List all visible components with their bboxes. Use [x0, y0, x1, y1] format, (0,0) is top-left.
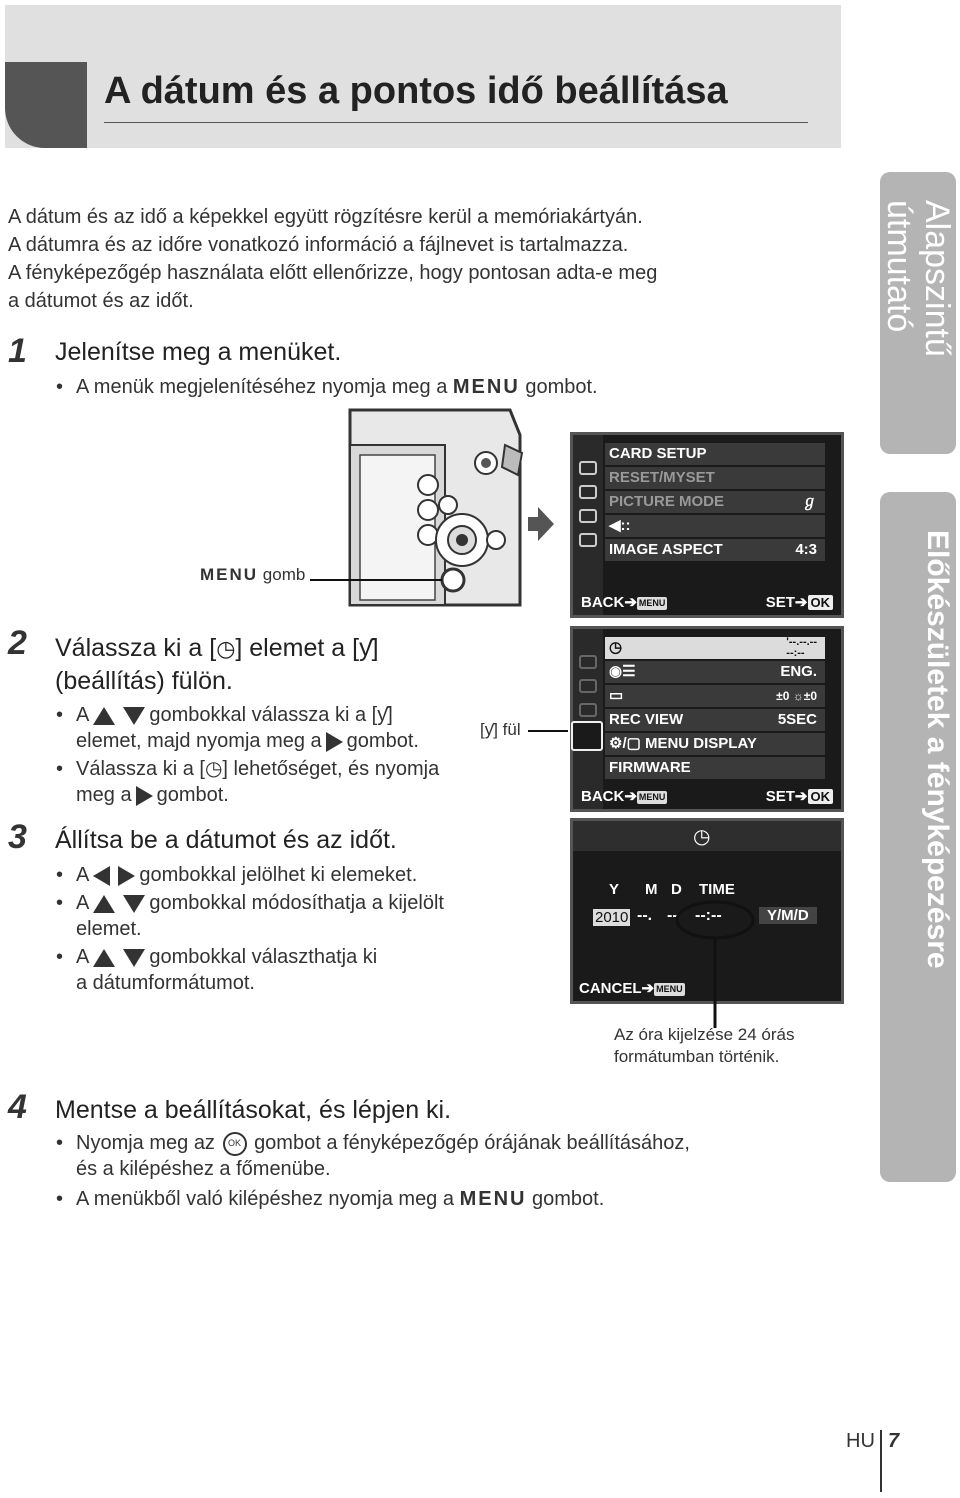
intro-line: a dátumot és az időt.	[8, 290, 194, 312]
clock-icon: ◷	[204, 758, 223, 780]
up-arrow-icon	[93, 895, 115, 913]
set-hint: SET➔ OK	[766, 787, 833, 805]
right-arrow-icon	[136, 786, 153, 806]
menu-row-picture-mode: PICTURE MODE ℊ	[605, 491, 825, 513]
wrench-tab-icon-selected	[571, 721, 603, 751]
language-icon: ◉☰	[609, 663, 636, 680]
wrench-icon: ƴ	[359, 634, 372, 662]
header-tab-block	[5, 62, 87, 148]
monitor-icon: ▭	[609, 687, 624, 704]
menu-row-rec-view: REC VIEW 5SEC	[605, 709, 825, 731]
menu-key-label: MENU	[452, 376, 520, 398]
intro-line: A dátumra és az időre vonatkozó információ a fájlnevet is tartalmazza.	[8, 234, 629, 256]
right-arrow-icon	[118, 866, 135, 886]
step1-bullet-text: A menük megjelenítéséhez nyomja meg a	[76, 376, 448, 398]
caption-line: formátumban történik.	[614, 1047, 780, 1066]
side-tab-preparation	[880, 492, 956, 1182]
menu-row-menu-display: ⚙/▢ MENU DISPLAY	[605, 733, 825, 755]
clock-icon: ◷	[693, 826, 711, 848]
menu-row-date-time: ◷ '--.--.-- --:--	[605, 637, 825, 659]
up-arrow-icon	[93, 707, 115, 725]
menu-row-image-aspect: IMAGE ASPECT 4:3	[605, 539, 825, 561]
menu-button-callout-text: gomb	[262, 565, 306, 584]
step-number: 3	[8, 818, 27, 856]
time-field: --:--	[695, 907, 722, 924]
step2-title: Válassza ki a [◷] elemet a [ƴ] (beállítás) fülön.	[55, 634, 379, 695]
down-arrow-icon	[123, 949, 145, 967]
step2-bullet-1: • A gombokkal válassza ki a [ƴ] elemet, majd nyomja meg a gombot.	[76, 702, 476, 754]
menu-tab-column	[573, 629, 603, 809]
gear-icon: ⚙/▢	[609, 735, 645, 752]
clock-icon: ◷	[609, 639, 623, 656]
side-tab-basic-guide	[880, 172, 956, 454]
cancel-hint: CANCEL➔ MENU	[579, 980, 683, 997]
step2-title-line2: (beállítás) fülön.	[55, 667, 233, 695]
ok-button-icon: OK	[223, 1132, 247, 1156]
date-screen-header	[573, 821, 841, 851]
step4-bullet-2: • A menükből való kilépéshez nyomja meg a MENU gombot.	[76, 1186, 604, 1212]
step3-bullet-1: • A gombokkal jelölhet ki elemeket.	[76, 862, 417, 888]
caption-line: Az óra kijelzése 24 órás	[614, 1025, 795, 1044]
menu-button-callout	[200, 565, 305, 585]
wrench-icon: ƴ	[484, 720, 494, 739]
camera-back-illustration	[310, 405, 530, 615]
day-field: --	[667, 907, 678, 924]
step3-title: Állítsa be a dátumot és az időt.	[55, 826, 397, 854]
side-tab-preparation-label: Előkészületek a fényképezésre	[921, 530, 954, 969]
language-code: HU	[846, 1430, 875, 1452]
camera2-tab-icon	[579, 485, 597, 499]
down-arrow-icon	[123, 707, 145, 725]
left-arrow-icon	[93, 866, 110, 886]
right-arrow-icon	[326, 732, 343, 752]
menu-row-firmware: FIRMWARE	[605, 757, 825, 779]
setup-tab-callout: [ƴ] fül	[480, 720, 521, 739]
up-arrow-icon	[93, 949, 115, 967]
footer-divider	[880, 1430, 882, 1492]
step1-bullet	[76, 374, 598, 400]
set-hint: SET➔ OK	[766, 593, 833, 611]
step1-bullet-text-end: gombot.	[525, 376, 598, 398]
step3-bullet-3: • A gombokkal választhatja ki a dátumformátumot.	[76, 944, 476, 996]
intro-line: A fényképezőgép használata előtt ellenőrizze, hogy pontosan adta-e meg	[8, 262, 658, 284]
step-number: 4	[8, 1088, 27, 1126]
menu-row-reset: RESET/MYSET	[605, 467, 825, 489]
arrow-right-icon	[528, 507, 554, 541]
step4-bullet-1: • Nyomja meg az OK gombot a fényképezőgép órájának beállításához, és a kilépéshez a főmenübe.	[76, 1130, 836, 1182]
menu-row-monitor-adjust: ▭ ±0 ☼±0	[605, 685, 825, 707]
menu-tab-column	[573, 435, 603, 615]
camera1-tab-icon	[579, 461, 597, 475]
wrench-tab-icon	[579, 533, 597, 547]
back-hint: BACK➔ MENU	[581, 594, 666, 611]
label-year: Y	[609, 881, 620, 898]
date-format-field: Y/M/D	[759, 907, 817, 924]
callout-line	[528, 730, 568, 732]
step1-title: Jelenítse meg a menüket.	[55, 338, 342, 366]
down-arrow-icon	[123, 895, 145, 913]
label-day: D	[671, 881, 682, 898]
playback-tab-icon	[579, 703, 597, 717]
camera-screen-setup-menu	[570, 626, 844, 812]
step-number: 2	[8, 624, 27, 662]
step2-bullet-2: • Válassza ki a [◷] lehetőséget, és nyomja meg a gombot.	[76, 756, 476, 808]
back-hint: BACK➔ MENU	[581, 788, 666, 805]
title-underline	[104, 122, 808, 123]
menu-row-quality: ◀::	[605, 515, 825, 537]
menu-key-label: MENU	[459, 1188, 527, 1210]
wrench-icon: ƴ	[377, 704, 388, 726]
label-time: TIME	[699, 881, 735, 898]
step-number: 1	[8, 332, 27, 370]
time-field-highlight	[660, 890, 760, 1030]
page-title: A dátum és a pontos idő beállítása	[104, 70, 728, 112]
intro-line: A dátum és az idő a képekkel együtt rögzítésre kerül a memóriakártyán.	[8, 206, 643, 228]
year-field: 2010	[595, 909, 629, 926]
menu-row-language: ◉☰ ENG.	[605, 661, 825, 683]
clock-format-caption	[614, 1024, 794, 1068]
step3-bullet-2: • A gombokkal módosíthatja a kijelölt elemet.	[76, 890, 476, 942]
menu-key-label: MENU	[200, 565, 259, 584]
month-field: --.	[637, 907, 653, 924]
camera2-tab-icon	[579, 679, 597, 693]
playback-tab-icon	[579, 509, 597, 523]
step4-title: Mentse a beállításokat, és lépjen ki.	[55, 1096, 452, 1124]
side-tab-basic-guide-label: Alapszintű útmutató	[880, 200, 956, 357]
intro-paragraph	[8, 203, 848, 315]
camera1-tab-icon	[579, 655, 597, 669]
menu-row-card-setup: CARD SETUP	[605, 443, 825, 465]
camera-screen-shooting-menu	[570, 432, 844, 618]
clock-icon: ◷	[216, 636, 236, 661]
page-number: 7	[888, 1430, 900, 1452]
label-month: M	[645, 881, 658, 898]
